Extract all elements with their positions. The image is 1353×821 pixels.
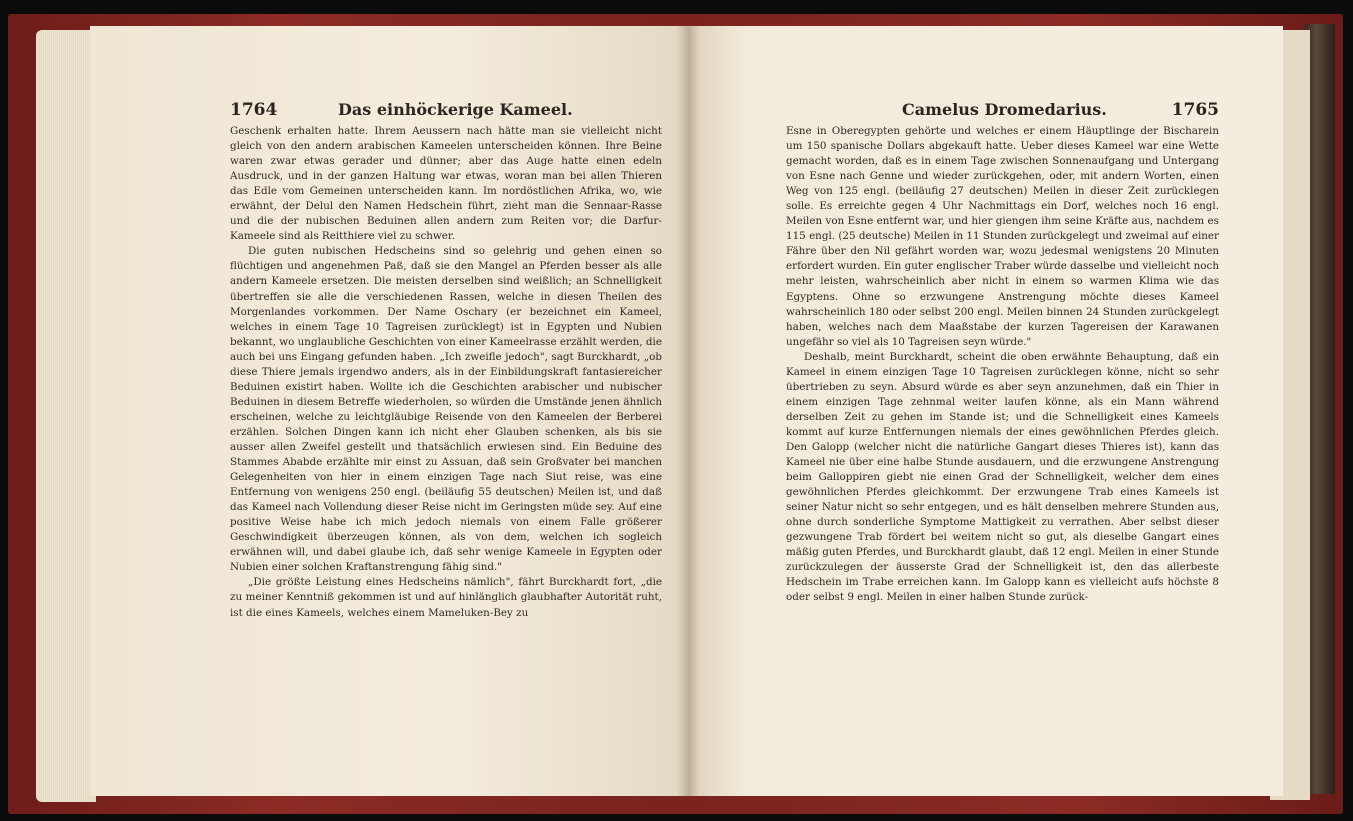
- right-page-text: [786, 124, 1219, 606]
- paragraph: Deshalb, meint Burckhardt, scheint die oben erwähnte Behauptung, daß ein Kameel in einem einzigen Tage 10 Tagreisen zurücklegen könne, nicht so sehr übertrieben zu seyn. Absurd würde es aber seyn anzunehmen, daß ein Thier in einem einzigen Tage zehnmal weiter laufen könne, als ein Mann während derselben Zeit zu gehen im Stande ist; und die Schnelligkeit eines Kameels kommt auf kurze Entfernungen niemals der eines gewöhnlichen Pferdes gleich. Den Galopp (welcher nicht die natürliche Gangart dieses Thieres ist), kann das Kameel nie über eine halbe Stunde ausdauern, und die erzwungene Anstrengung beim Galloppiren giebt nie einen Grad der Schnelligkeit, welcher dem eines gewöhnlichen Pferdes gleichkommt. Der erzwungene Trab eines Kameels ist seiner Natur nicht so sehr entgegen, und es hält denselben mehrere Stunden aus, ohne durch sonderliche Symptome Mattigkeit zu verrathen. Aber selbst dieser gezwungene Trab fördert bei weitem nicht so gut, als dieselbe Gangart eines mäßig guten Pferdes, und Burckhardt glaubt, daß 12 engl. Meilen in einer Stunde zurückzulegen der äusserste Grad der Schnelligkeit ist, den das allerbeste Hedschein im Trabe erreichen kann. Im Galopp kann es vielleicht aufs höchste 8 oder selbst 9 engl. Meilen in einer halben Stunde zurück-: [786, 350, 1219, 604]
- page-block-left: [36, 30, 96, 802]
- right-page-title: Camelus Dromedarius.: [902, 100, 1107, 119]
- left-page-title: Das einhöckerige Kameel.: [338, 100, 573, 119]
- left-running-head: [230, 100, 660, 126]
- paragraph: Esne in Oberegypten gehörte und welches er einem Häuptlinge der Bischarein um 150 spanische Dollars abgekauft hatte. Ueber dieses Kameel war eine Wette gemacht worden, daß es in einem Tage zwischen Sonnenaufgang und Untergang von Esne nach Genne und wieder zurückgehen, oder, mit andern Worten, einen Weg von 125 engl. (beiläufig 27 deutschen) Meilen in dieser Zeit zurücklegen solle. Es erreichte gegen 4 Uhr Nachmittags ein Dorf, welches noch 16 engl. Meilen von Esne entfernt war, und hier giengen ihm seine Kräfte aus, nachdem es 115 engl. (25 deutsche) Meilen in 11 Stunden zurückgelegt und zweimal auf einer Fähre über den Nil gefährt worden war, wozu jedesmal wenigstens 20 Minuten erfordert wurden. Ein guter englischer Traber würde dasselbe und vielleicht noch mehr leisten, wahrscheinlich aber nicht in einem so warmen Klima wie das Egyptens. Ohne so erzwungene Anstrengung möchte dieses Kameel wahrscheinlich 180 oder selbst 200 engl. Meilen binnen 24 Stunden zurückgelegt haben, welches nach dem Maaßstabe der kurzen Tagereisen der Karawanen ungefähr so viel als 10 Tagreisen seyn würde.": [786, 125, 1219, 348]
- left-page-number: 1764: [230, 100, 278, 120]
- paragraph: Die guten nubischen Hedscheins sind so gelehrig und gehen einen so flüchtigen und angenehmen Paß, daß sie den Mangel an Pferden besser als alle andern Kameele ersetzen. Die meisten derselben sind weißlich; an Schnelligkeit übertreffen sie alle die verschiedenen Rassen, welche in diesen Theilen des Morgenlandes vorkommen. Der Name Oschary (er bezeichnet ein Kameel, welches in einem Tage 10 Tagreisen zurücklegt) ist in Egypten und Nubien bekannt, wo unglaubliche Geschichten von einer Kameelrasse erzählt werden, die auch bei uns Eingang gefunden haben. „Ich zweifle jedoch", sagt Burckhardt, „ob diese Thiere jemals irgendwo anders, als in der Einbildungskraft fantasiereicher Beduinen existirt haben. Wollte ich die Geschichten arabischer und nubischer Beduinen in diesem Betreffe wiederholen, so würden die Umstände jenen ähnlich erscheinen, welche zu leichtgläubige Reisende von den Kameelen der Berberei erzählen. Solchen Dingen kann ich nicht eher Glauben schenken, als bis sie ausser allen Zweifel gestellt und thatsächlich erwiesen sind. Ein Beduine des Stammes Ababde erzählte mir einst zu Assuan, daß sein Großvater bei manchen Gelegenheiten von hier in einem einzigen Tage nach Siut reise, was eine Entfernung von wenigens 250 engl. (beiläufig 55 deutschen) Meilen ist, und daß das Kameel nach Vollendung dieser Reise nicht im Geringsten müde sey. Auf eine positive Weise habe ich mich jedoch niemals von einem Falle größerer Geschwindigkeit überzeugen können, als von dem, welchen ich sogleich erwähnen will, und dabei glaube ich, daß sehr wenige Kameele in Egypten oder Nubien einer solchen Kraftanstrengung fähig sind.": [230, 245, 662, 574]
- right-page-number: 1765: [1171, 100, 1219, 120]
- left-page-text: [230, 124, 662, 621]
- right-running-head: [786, 100, 1219, 126]
- paragraph: „Die größte Leistung eines Hedscheins nämlich", fährt Burckhardt fort, „die zu meiner Kenntniß gekommen ist und auf hinlänglich glaubhafter Autorität ruht, ist die eines Kameels, welches einem Mameluken-Bey zu: [230, 576, 662, 619]
- book-gutter: [676, 26, 700, 796]
- paragraph: Geschenk erhalten hatte. Ihrem Aeussern nach hätte man sie vielleicht nicht gleich von den andern arabischen Kameelen unterscheiden können. Ihre Beine waren zwar etwas gerader und dünner; aber das Auge hatte einen edeln Ausdruck, und in der ganzen Haltung war etwas, woran man bei allen Thieren das Edle vom Gemeinen unterscheiden kann. Im nordöstlichen Afrika, wo, wie erwähnt, der Delul den Namen Hedschein führt, zieht man die Sennaar-Rasse und die der nubischen Beduinen allen andern zum Reiten vor; die Darfur-Kameele sind als Reitthiere viel zu schwer.: [230, 125, 662, 243]
